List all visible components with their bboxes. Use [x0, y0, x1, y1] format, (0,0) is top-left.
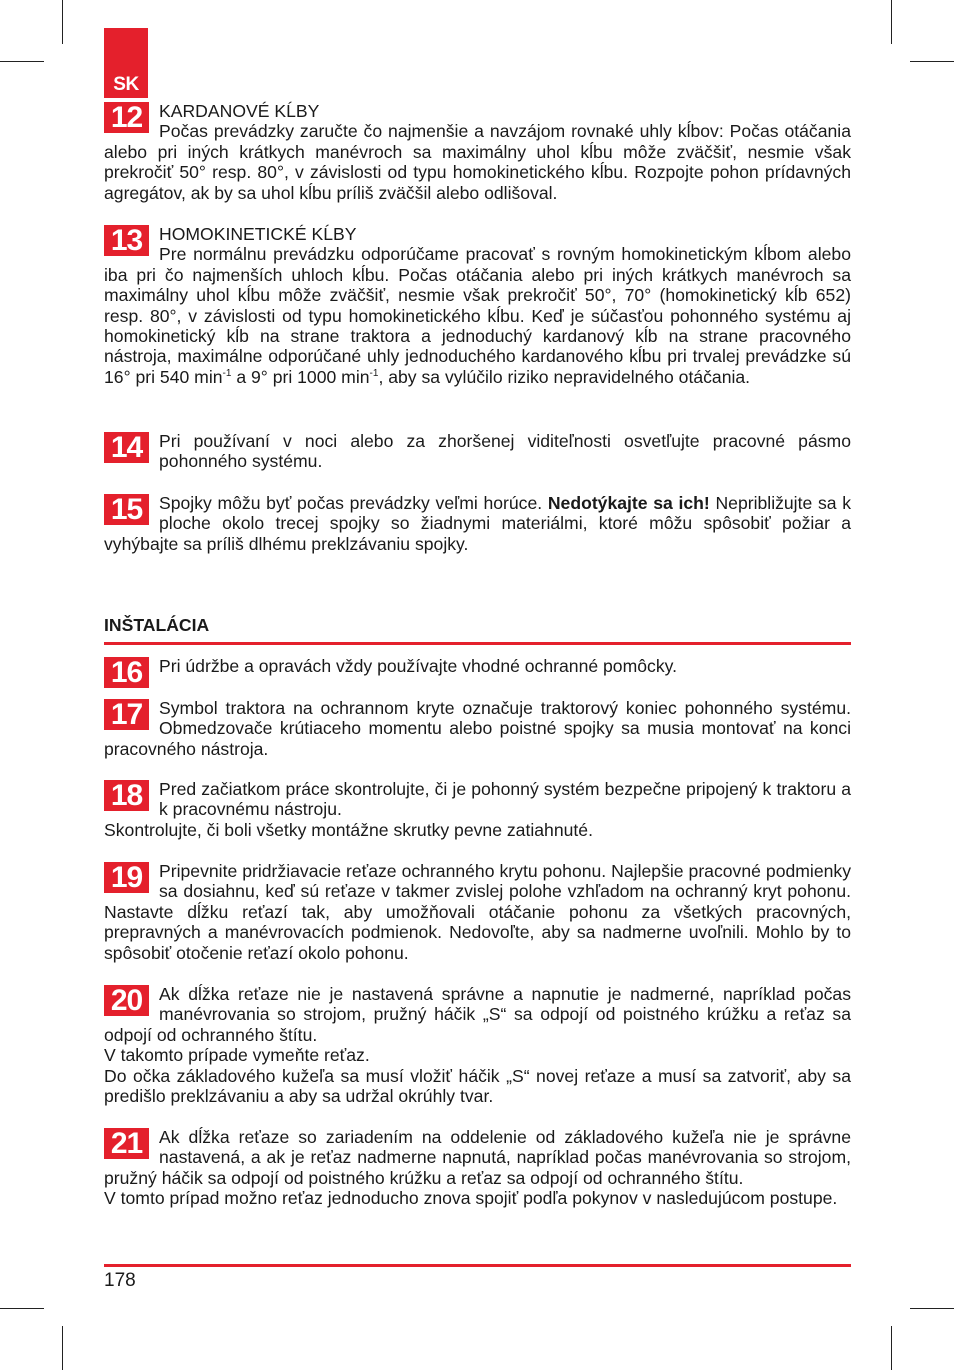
crop-mark: [891, 0, 892, 44]
installation-heading: INŠTALÁCIA: [104, 615, 210, 635]
crop-mark: [891, 1326, 892, 1370]
footer-divider: [104, 1264, 851, 1267]
step-number-badge: 18: [104, 780, 149, 811]
crop-mark: [0, 1308, 44, 1309]
section-13: [104, 224, 851, 387]
section-text: Pri používaní v noci alebo za zhoršenej viditeľnosti osvetľujte pracovné pásmo pohonného systému.: [159, 431, 851, 472]
section-text: Do očka základového kužeľa sa musí vložiť háčik „S“ novej reťaze a musí sa zatvoriť, aby sa predišlo preklzávaniu a aby sa udržal okrúhly tvar.: [104, 1065, 851, 1107]
step-number-badge: 13: [104, 225, 149, 256]
section-16: [104, 656, 851, 688]
section-text: Pri údržbe a opravách vždy používajte vhodné ochranné pomôcky.: [159, 656, 678, 676]
section-text: Skontrolujte, či boli všetky montážne skrutky pevne zatiahnuté.: [104, 819, 593, 840]
section-14: [104, 431, 851, 472]
crop-mark: [62, 1326, 63, 1370]
step-number-badge: 21: [104, 1128, 149, 1159]
step-number-badge: 19: [104, 862, 149, 893]
section-text: Ak dĺžka reťaze nie je nastavená správne a napnutie je nadmerné, napríklad počas manévrovania so strojom, pružný háčik „S“ sa odpojí od poistného krúžku a reťaz sa odpojí od ochranného štítu.: [104, 984, 851, 1045]
section-12: [104, 101, 851, 203]
step-number-badge: 14: [104, 432, 149, 463]
section-text: Pred začiatkom práce skontrolujte, či je pohonný systém bezpečne pripojený k traktoru a k pracovnému nástroju.: [159, 779, 851, 820]
warning-bold: Nedotýkajte sa ich!: [547, 493, 710, 513]
section-title: HOMOKINETICKÉ KĹBY: [159, 224, 357, 244]
section-18: [104, 779, 851, 840]
section-text: Pripevnite pridržiavacie reťaze ochranného krytu pohonu. Najlepšie pracovné podmienky sa dosiahnu, keď sú reťaze v takmer zvislej polohe vzhľadom na ochranný kryt pohonu. Nastavte dĺžku reťazí tak, aby umožňovali otáčanie pohonu za všetkých pracovných, prepravných a manévrovacích podmienok. Nedovoľte, aby sa nadmerne uvoľnili. Mohlo by to spôsobiť otočenie reťazí okolo pohonu.: [104, 861, 851, 963]
crop-mark: [910, 1308, 954, 1309]
section-text: V takomto prípade vymeňte reťaz.: [104, 1045, 370, 1066]
section-20: [104, 984, 851, 1106]
crop-mark: [62, 0, 63, 44]
page-number: 178: [104, 1270, 136, 1291]
step-number-badge: 17: [104, 699, 149, 730]
section-text: Symbol traktora na ochrannom kryte označuje traktorový koniec pohonného systému. Obmedzovače krútiaceho momentu alebo poistné spojky sa musia montovať na konci pracovného nástroja.: [104, 698, 851, 759]
step-number-badge: 16: [104, 657, 149, 688]
section-text: Spojky môžu byť počas prevádzky veľmi horúce. Nedotýkajte sa ich! Nepribližujte sa k ploche okolo trecej spojky so žiadnymi materiálmi, ktoré môžu spôsobiť požiar a vyhýbajte sa príliš dlhému preklzávaniu spojky.: [104, 493, 851, 554]
step-number-badge: 15: [104, 494, 149, 525]
section-text: Počas prevádzky zaručte čo najmenšie a navzájom rovnaké uhly kĺbov: Počas otáčania alebo pri iných krátkych manévroch sa maximálny uhol kĺbu môže zväčšiť, nesmie však prekročiť 50° resp. 80°, v závislosti od typu homokinetického kĺbu. Rozpojte pohon prídavných agregátov, ak by sa uhol kĺbu príliš zväčšil alebo odlišoval.: [104, 121, 851, 203]
section-text: Ak dĺžka reťaze so zariadením na oddelenie od základového kužeľa nie je správne nastavená, a ak je reťaz nadmerne napnutá, napríklad počas manévrovania so strojom, pružný háčik sa odpojí od poistného krúžku a reťaz sa odpojí od ochranného štítu.: [104, 1127, 851, 1188]
step-number-badge: 20: [104, 985, 149, 1016]
section-17: [104, 698, 851, 759]
section-text: Pre normálnu prevádzku odporúčame pracovať s rovným homokinetickým kĺbom alebo iba pri čo najmenších uhloch kĺbu. Počas otáčania alebo pri iných krátkych manévroch sa maximálny uhol kĺbu môže zväčšiť, nesmie však prekročiť 50°, 70° (homokinetický kĺb 652) resp. 80°, v závislosti od typu homokinetického kĺbu. Keď je súčasťou pohonného systému aj homokinetický kĺb na strane traktora a jednoduchý kardanový kĺb na strane pracovného nástroja, maximálne odporúčané uhly jednoduchého kardanového kĺbu pri trvalej prevádzke sú 16° pri 540 $\min^{-1} a$ 9° pri 1000 $\min^{-1}$, aby sa vylúčilo riziko nepravidelného otáčania.: [104, 244, 851, 387]
section-15: [104, 493, 851, 554]
section-title: KARDANOVÉ KĹBY: [159, 101, 320, 121]
step-number-badge: 12: [104, 102, 149, 133]
section-21: [104, 1127, 851, 1209]
section-19: [104, 861, 851, 963]
crop-mark: [0, 61, 44, 62]
heading-divider: [104, 642, 851, 645]
crop-mark: [910, 61, 954, 62]
language-tab: SK: [104, 28, 148, 98]
section-text: V tomto prípad možno reťaz jednoducho znova spojiť podľa pokynov v nasledujúcom postupe.: [104, 1188, 838, 1209]
